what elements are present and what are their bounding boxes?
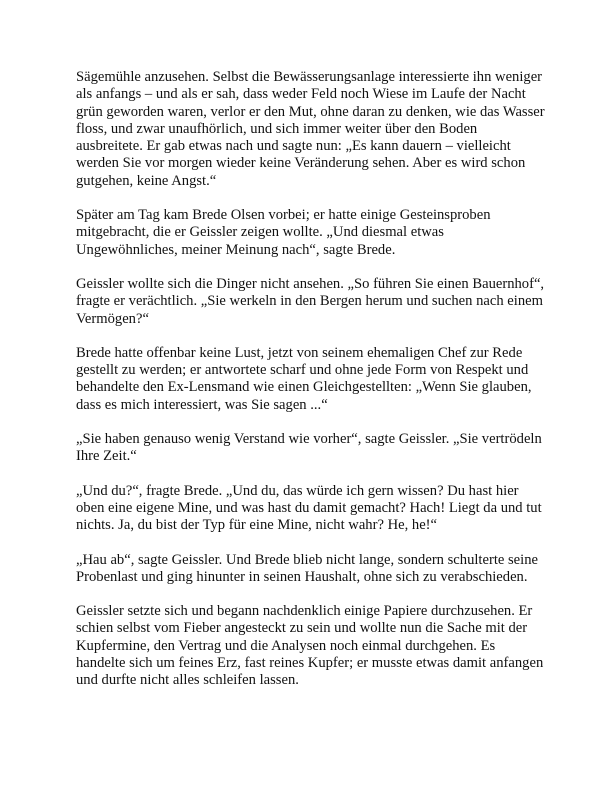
paragraph: Geissler setzte sich und begann nachdenklich einige Papiere durchzusehen. Er schien selbst vom Fieber angesteckt zu sein und wollte nun die Sache mit der Kupfermine, den Vertrag und die Analysen noch einmal durchgehen. Es handelte sich um feines Erz, fast reines Kupfer; er musste etwas damit anfangen und durfte nicht alles schleifen lassen. [76,603,544,689]
paragraph: Brede hatte offenbar keine Lust, jetzt von seinem ehemaligen Chef zur Rede gestellt zu werden; er antwortete scharf und ohne jede Form von Respekt und behandelte den Ex-Lensmand wie einen Gleichgestellten: „Wenn Sie glauben, dass es mich interessiert, was Sie sagen ...“ [76,344,532,413]
paragraph: „Hau ab“, sagte Geissler. Und Brede blieb nicht lange, sondern schulterte seine Probenlast und ging hinunter in seinen Haushalt, ohne sich zu verabschieden. [76,551,538,585]
paragraph: Später am Tag kam Brede Olsen vorbei; er hatte einige Gesteinsproben mitgebracht, die er Geissler zeigen wollte. „Und diesmal etwas Ungewöhnliches, meiner Meinung nach“, sagte Brede. [76,207,491,258]
paragraph: Geissler wollte sich die Dinger nicht ansehen. „So führen Sie einen Bauernhof“, fragte er verächtlich. „Sie werkeln in den Bergen herum und suchen nach einem Vermögen?“ [76,275,545,327]
paragraph: Sägemühle anzusehen. Selbst die Bewässerungsanlage interessierte ihn weniger als anfangs – und als er sah, dass weder Feld noch Wiese im Laufe der Nacht grün geworden waren, verlor er den Mut, ohne daran zu denken, wie das Wasser floss, und zwar unaufhörlich, und sich immer weiter über den Boden ausbreitete. Er gab etwas nach und sagte nun: „Es kann dauern – vielleicht werden Sie vor morgen wieder keine Veränderung sehen. Aber es wird schon gutgehen, keine Angst.“ [76,69,545,189]
document-body [76,69,546,707]
paragraph: „Und du?“, fragte Brede. „Und du, das würde ich gern wissen? Du hast hier oben eine eigene Mine, und was hast du damit gemacht? Hach! Liegt da und tut nichts. Ja, du bist der Typ für eine Mine, nicht wahr? He, he!“ [76,482,542,534]
paragraph: „Sie haben genauso wenig Verstand wie vorher“, sagte Geissler. „Sie vertrödeln Ihre Zeit.“ [76,431,542,465]
